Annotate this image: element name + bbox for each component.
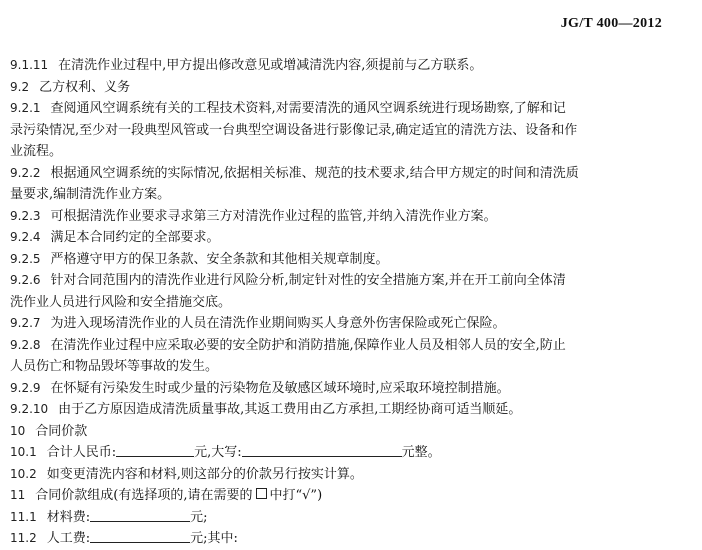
clause-number: 10.1 — [10, 445, 37, 459]
clause-line — [10, 77, 658, 99]
clause-text: 针对合同范围内的清洗作业进行风险分析,制定针对性的安全措施方案,并在开工前向全体清 — [50, 273, 566, 288]
labor-cost-blank — [90, 529, 190, 543]
clause-paragraph — [10, 335, 658, 378]
clause-number: 9.1.11 — [10, 58, 49, 72]
clause-paragraph — [10, 270, 658, 313]
document-body — [10, 55, 658, 550]
clause-paragraph — [10, 399, 658, 421]
clause-text: 录污染情况,至少对一段典型风管或一台典型空调设备进行影像记录,确定适宜的清洗方法、设备和作 — [10, 122, 578, 138]
clause-number: 11 — [10, 488, 26, 502]
clause-text: 查阅通风空调系统有关的工程技术资料,对需要清洗的通风空调系统进行现场勘察,了解和记 — [50, 101, 566, 116]
clause-text: 人员伤亡和物品毁坏等事故的发生。 — [10, 359, 219, 374]
clause-line — [10, 421, 658, 443]
clause-suffix: 元整。 — [401, 445, 441, 460]
clause-text: 根据通风空调系统的实际情况,依据相关标准、规范的技术要求,结合甲方规定的时间和清洗质 — [50, 165, 579, 181]
clause-line — [10, 120, 658, 142]
clause-number: 11.2 — [10, 531, 37, 545]
clause-paragraph — [10, 313, 658, 335]
clause-line — [10, 249, 658, 271]
clause-paragraph — [10, 206, 658, 228]
clause-paragraph — [10, 55, 658, 77]
clause-unit: 元; — [190, 509, 208, 525]
clause-paragraph — [10, 249, 658, 271]
clause-10-1 — [10, 442, 658, 464]
clause-text: 量要求,编制清洗作业方案。 — [10, 187, 171, 202]
clause-text: 可根据清洗作业要求寻求第三方对清洗作业过程的监管,并纳入清洗作业方案。 — [50, 208, 497, 224]
clause-10-2 — [10, 464, 658, 486]
clause-label: 人工费: — [46, 531, 91, 546]
clause-line — [10, 399, 658, 421]
clause-number: 9.2.8 — [10, 337, 41, 352]
clause-unit: 元;其中: — [190, 531, 238, 546]
clause-paragraph — [10, 163, 658, 206]
clause-text: 为进入现场清洗作业的人员在清洗作业期间购买人身意外伤害保险或死亡保险。 — [50, 316, 506, 331]
paragraph-list — [10, 55, 658, 442]
clause-line — [10, 356, 658, 378]
amount-blank — [116, 443, 194, 457]
clause-paragraph — [10, 77, 658, 99]
clause-11-1 — [10, 507, 658, 529]
standard-code: JG/T 400—2012 — [560, 16, 662, 31]
clause-number: 11.1 — [10, 509, 37, 524]
clause-text: 在清洗作业过程中,甲方提出修改意见或增减清洗内容,须提前与乙方联系。 — [58, 58, 483, 73]
clause-text: 业流程。 — [10, 144, 63, 159]
clause-paragraph — [10, 378, 658, 400]
clause-text: 洗作业人员进行风险和安全措施交底。 — [10, 294, 232, 310]
clause-line — [10, 292, 658, 314]
clause-line — [10, 206, 658, 228]
material-cost-blank — [90, 508, 190, 522]
amount-in-words-blank — [242, 443, 402, 457]
clause-text-before: 合同价款组成(有选择项的,请在需要的 — [35, 488, 253, 503]
clause-line — [10, 98, 658, 120]
clause-text: 满足本合同约定的全部要求。 — [50, 230, 220, 245]
clause-line — [10, 227, 658, 249]
clause-paragraph — [10, 421, 658, 443]
clause-line — [10, 141, 658, 163]
clause-line — [10, 313, 658, 335]
clause-label: 合计人民币: — [46, 445, 117, 460]
clause-line — [10, 163, 658, 185]
clause-line — [10, 184, 658, 206]
clause-number: 10 — [10, 423, 26, 438]
clause-label: 材料费: — [46, 509, 91, 525]
clause-number: 9.2.6 — [10, 273, 41, 287]
clause-paragraph — [10, 227, 658, 249]
clause-number: 9.2.1 — [10, 101, 41, 115]
clause-number: 9.2.3 — [10, 208, 41, 223]
clause-number: 9.2.5 — [10, 251, 41, 266]
clause-11-2 — [10, 528, 658, 550]
checkbox-icon — [256, 488, 267, 499]
clause-line — [10, 270, 658, 292]
clause-number: 9.2 — [10, 79, 30, 94]
clause-text: 在怀疑有污染发生时或少量的污染物危及敏感区域环境时,应采取环境控制措施。 — [50, 380, 510, 396]
clause-line — [10, 55, 658, 77]
clause-text: 乙方权利、义务 — [39, 79, 131, 95]
clause-text: 在清洗作业过程中应采取必要的安全防护和消防措施,保障作业人员及相邻人员的安全,防止 — [50, 337, 566, 353]
clause-paragraph — [10, 98, 658, 163]
clause-text: 由于乙方原因造成清洗质量事故,其返工费用由乙方承担,工期经协商可适当顺延。 — [58, 402, 522, 417]
clause-number: 9.2.2 — [10, 165, 41, 180]
clause-number: 10.2 — [10, 466, 37, 481]
clause-line — [10, 335, 658, 357]
clause-text: 如变更清洗内容和材料,则这部分的价款另行按实计算。 — [46, 466, 363, 482]
clause-number: 9.2.10 — [10, 402, 49, 416]
clause-line — [10, 378, 658, 400]
clause-text: 严格遵守甲方的保卫条款、安全条款和其他相关规章制度。 — [50, 251, 389, 267]
clause-text: 合同价款 — [35, 423, 88, 439]
clause-number: 9.2.4 — [10, 230, 41, 244]
clause-number: 9.2.9 — [10, 380, 41, 395]
clause-text-after: 中打“√”) — [269, 488, 323, 503]
clause-unit: 元,大写: — [194, 445, 242, 460]
clause-11 — [10, 485, 658, 507]
clause-number: 9.2.7 — [10, 316, 41, 330]
